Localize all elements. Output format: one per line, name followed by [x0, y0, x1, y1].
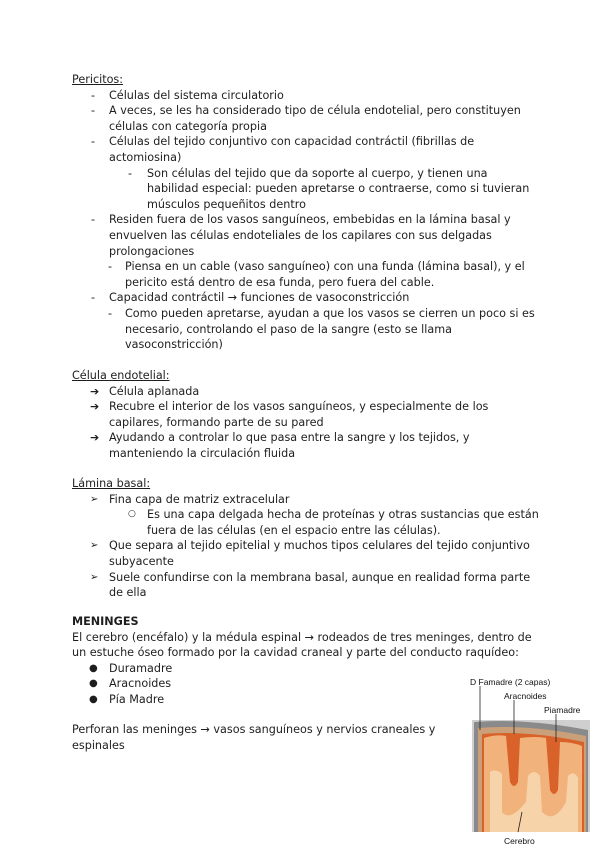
bullet-dot-marker: ●	[89, 678, 98, 690]
meninges-illustration	[466, 672, 594, 848]
arrowhead-marker: ➢	[90, 493, 99, 505]
list-item: ● Aracnoides	[89, 677, 172, 691]
dash-marker: -	[91, 291, 96, 305]
sub-list-item: - Como pueden apretarse, ayudan a que los vasos se cierren un poco si es necesario, controlando el paso de la sangre (esto se llama vasoconstricción)	[108, 306, 535, 352]
list-item: ➢ Fina capa de matriz extracelular	[90, 492, 290, 506]
label-cerebro: Cerebro	[504, 836, 535, 846]
list-item: ● Duramadre	[89, 661, 173, 675]
list-item: - Residen fuera de los vasos sanguíneos, embebidas en la lámina basal y envuelven las células endoteliales de los capilares con sus delgadas prolongaciones	[91, 213, 511, 258]
arrowhead-marker: ➢	[90, 540, 99, 552]
sub-list-item: ○ Es una capa delgada hecha de proteínas y otras sustancias que están fuera de las células (en el espacio entre las células).	[128, 508, 539, 537]
sub-list-item: - Piensa en un cable (vaso sanguíneo) con una funda (lámina basal), y el pericito está dentro de esa funda, pero fuera del cable.	[108, 260, 525, 289]
pericitos-section	[72, 72, 542, 353]
label-duramadre: D Famadre (2 capas)	[470, 677, 551, 687]
dash-marker: -	[91, 135, 96, 149]
arrowhead-marker: ➢	[90, 571, 99, 583]
bullet-dot-marker: ●	[89, 662, 98, 674]
dash-marker: -	[108, 306, 113, 320]
meninges-intro: El cerebro (encéfalo) y la médula espinal → rodeados de tres meninges, dentro de un estuche óseo formado por la cavidad craneal y parte del conducto raquídeo:	[72, 630, 532, 660]
arrow-marker: ➔	[90, 384, 100, 398]
lamina-title: Lámina basal:	[72, 477, 151, 490]
list-item: - Células del sistema circulatorio	[91, 88, 284, 102]
arrow-marker: ➔	[90, 431, 100, 445]
pericitos-title: Pericitos:	[72, 73, 124, 86]
lamina-section	[72, 476, 542, 601]
list-item: - Células del tejido conjuntivo con capacidad contráctil (fibrillas de actomiosina)	[91, 135, 475, 164]
endotelial-title: Célula endotelial:	[72, 369, 170, 382]
endotelial-section	[72, 368, 542, 462]
dash-marker: -	[91, 213, 96, 227]
circle-marker: ○	[128, 509, 136, 520]
label-aracnoides: Aracnoides	[504, 691, 547, 701]
list-item: ➢ Suele confundirse con la membrana basal, aunque en realidad forma parte de ella	[90, 570, 531, 600]
list-item: ● Pía Madre	[89, 692, 165, 706]
list-item: ➔ Célula aplanada	[90, 384, 200, 398]
meninges-heading: MENINGES	[72, 615, 139, 628]
list-item: ➢ Que separa al tejido epitelial y muchos tipos celulares del tejido conjuntivo subyacente	[90, 539, 530, 568]
list-item: ➔ Recubre el interior de los vasos sanguíneos, y especialmente de los capilares, formando parte de su pared	[90, 400, 489, 429]
dash-marker: -	[91, 104, 96, 118]
meninges-outro: Perforan las meninges → vasos sanguíneos y nervios craneales y espinales	[72, 723, 436, 752]
list-item: - Capacidad contráctil → funciones de vasoconstricción	[91, 291, 410, 305]
dash-marker: -	[128, 166, 133, 180]
meninges-diagram	[466, 672, 594, 848]
sub-list-item: - Son células del tejido que da soporte al cuerpo, y tienen una habilidad especial: pueden apretarse o contraerse, como si tuvieran músculos pequeñitos dentro	[128, 166, 530, 211]
list-item: - A veces, se les ha considerado tipo de célula endotelial, pero constituyen células con categoría propia	[91, 104, 521, 133]
bullet-dot-marker: ●	[89, 693, 98, 705]
arrow-marker: ➔	[90, 400, 100, 414]
dash-marker: -	[108, 260, 113, 274]
label-piamadre: Piamadre	[544, 705, 581, 715]
dash-marker: -	[91, 88, 96, 102]
list-item: ➔ Ayudando a controlar lo que pasa entre la sangre y los tejidos, y manteniendo la circulación fluida	[90, 431, 470, 460]
